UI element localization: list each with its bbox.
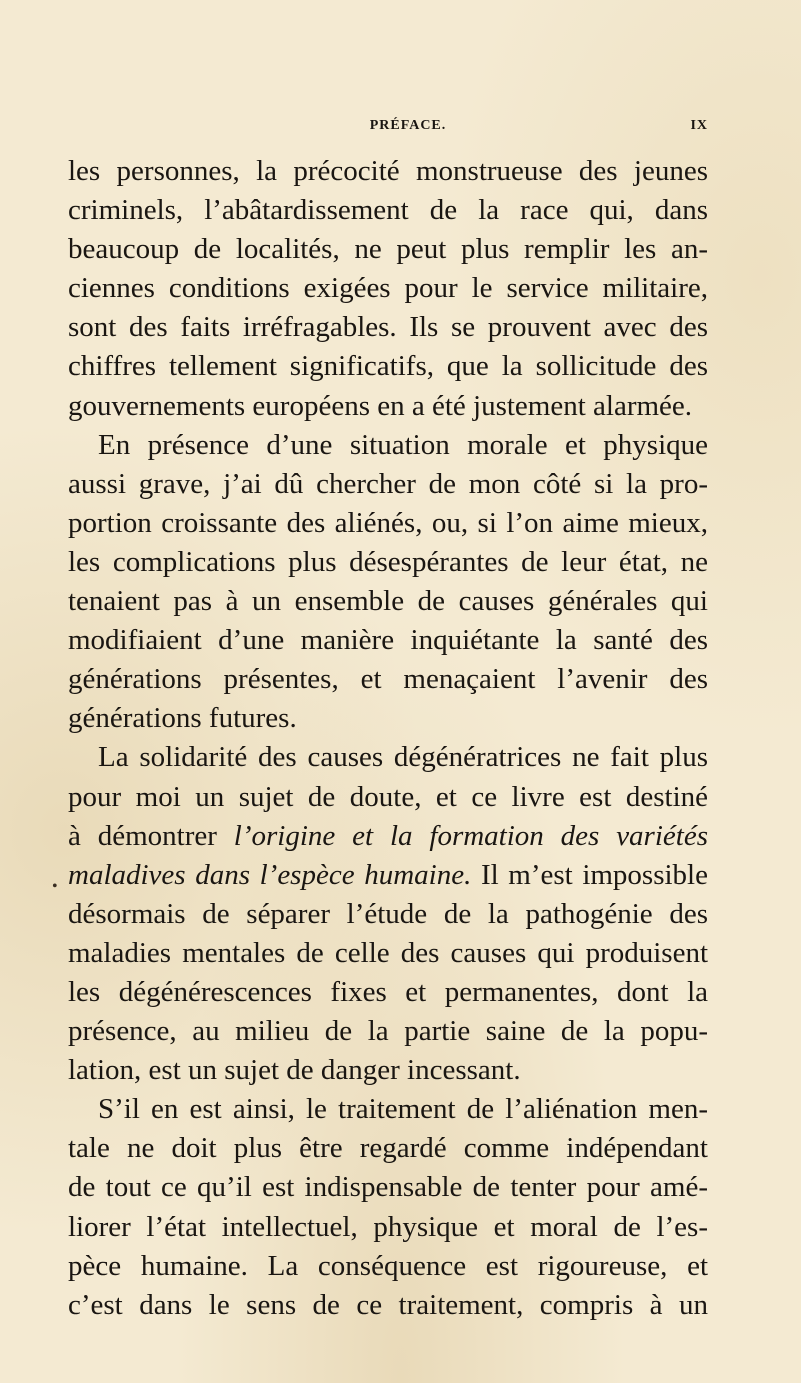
text-line: générations présentes, et menaçaient l’avenir des	[68, 663, 708, 696]
text-line: chiffres tellement significatifs, que la sollicitude des	[68, 350, 708, 383]
text-line: tale ne doit plus être regardé comme indépendant	[68, 1132, 708, 1165]
text-line: S’il en est ainsi, le traitement de l’aliénation men-	[98, 1093, 708, 1126]
text-line: beaucoup de localités, ne peut plus remplir les an-	[68, 233, 708, 266]
italic-title: maladives dans l’espèce humaine.	[68, 858, 472, 891]
text-line: les complications plus désespérantes de leur état, ne	[68, 545, 708, 578]
text-line: pèce humaine. La conséquence est rigoureuse, et	[68, 1249, 708, 1282]
text-run: à démontrer	[68, 819, 234, 852]
text-line: tenaient pas à un ensemble de causes générales qui	[68, 585, 708, 618]
italic-title: l’origine et la formation des variétés	[233, 819, 708, 852]
text-line	[68, 856, 708, 895]
text-line: présence, au milieu de la partie saine de la popu-	[68, 1015, 708, 1048]
text-line: liorer l’état intellectuel, physique et moral de l’es-	[68, 1210, 708, 1243]
text-line: En présence d’une situation morale et physique	[98, 428, 708, 461]
text-line: sont des faits irréfragables. Ils se prouvent avec des	[68, 311, 708, 344]
text-run: Il m’est impossible	[471, 858, 708, 891]
text-line: aussi grave, j’ai dû chercher de mon côté si la pro-	[68, 467, 708, 500]
text-line: de tout ce qu’il est indispensable de tenter pour amé-	[68, 1171, 708, 1204]
margin-mark: •	[52, 878, 58, 895]
text-line: criminels, l’abâtardissement de la race qui, dans	[68, 194, 708, 227]
text-line: désormais de séparer l’étude de la pathogénie des	[68, 897, 708, 930]
text-line: les dégénérescences fixes et permanentes, dont la	[68, 975, 708, 1008]
running-head	[68, 118, 708, 138]
text-line: générations futures.	[68, 702, 297, 735]
text-line: gouvernements européens en a été justement alarmée.	[68, 389, 693, 422]
text-line: portion croissante des aliénés, ou, si l’on aime mieux,	[68, 506, 708, 539]
page-number: IX	[690, 118, 708, 133]
text-line	[68, 817, 708, 856]
text-line: La solidarité des causes dégénératrices ne fait plus	[98, 741, 708, 774]
text-line: lation, est un sujet de danger incessant.	[68, 1054, 521, 1087]
body-text	[68, 152, 708, 1325]
text-line: modifiaient d’une manière inquiétante la santé des	[68, 624, 708, 657]
text-line: ciennes conditions exigées pour le service militaire,	[68, 272, 708, 305]
text-line: maladies mentales de celle des causes qui produisent	[68, 936, 708, 969]
running-title: PRÉFACE.	[369, 118, 447, 133]
text-line: les personnes, la précocité monstrueuse des jeunes	[68, 155, 708, 187]
text-line: pour moi un sujet de doute, et ce livre est destiné	[68, 780, 708, 813]
text-line: c’est dans le sens de ce traitement, compris à un	[68, 1288, 708, 1321]
